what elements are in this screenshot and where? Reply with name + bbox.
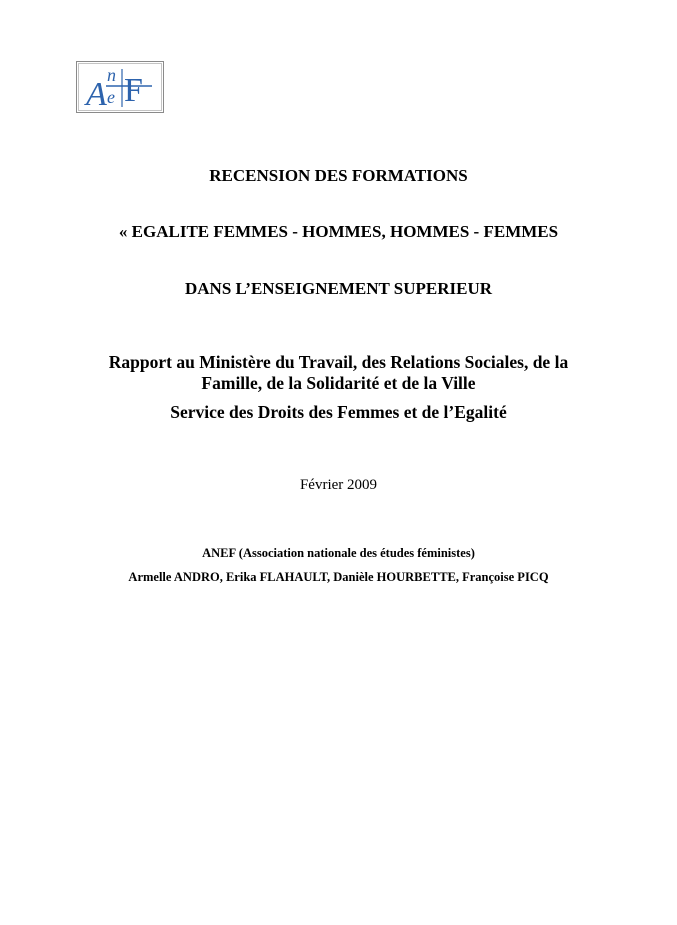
report-line-1: Rapport au Ministère du Travail, des Relations Sociales, de la [108,352,569,372]
anef-logo [76,61,164,113]
organization: ANEF (Association nationale des études féministes) [202,546,475,560]
svg-text:n: n [107,65,116,85]
title-line-1: RECENSION DES FORMATIONS [209,166,468,185]
report-line-3: Service des Droits des Femmes et de l’Egalité [170,402,507,422]
svg-text:F: F [124,72,143,109]
report-date: Février 2009 [299,477,378,493]
svg-text:A: A [86,76,107,113]
authors: Armelle ANDRO, Erika FLAHAULT, Danièle HOURBETTE, Françoise PICQ [128,570,549,584]
title-line-2: « EGALITE FEMMES - HOMMES, HOMMES - FEMMES [118,222,559,241]
svg-text:e: e [107,87,115,107]
report-line-2: Famille, de la Solidarité et de la Ville [201,373,476,393]
title-line-3: DANS L’ENSEIGNEMENT SUPERIEUR [184,279,493,298]
